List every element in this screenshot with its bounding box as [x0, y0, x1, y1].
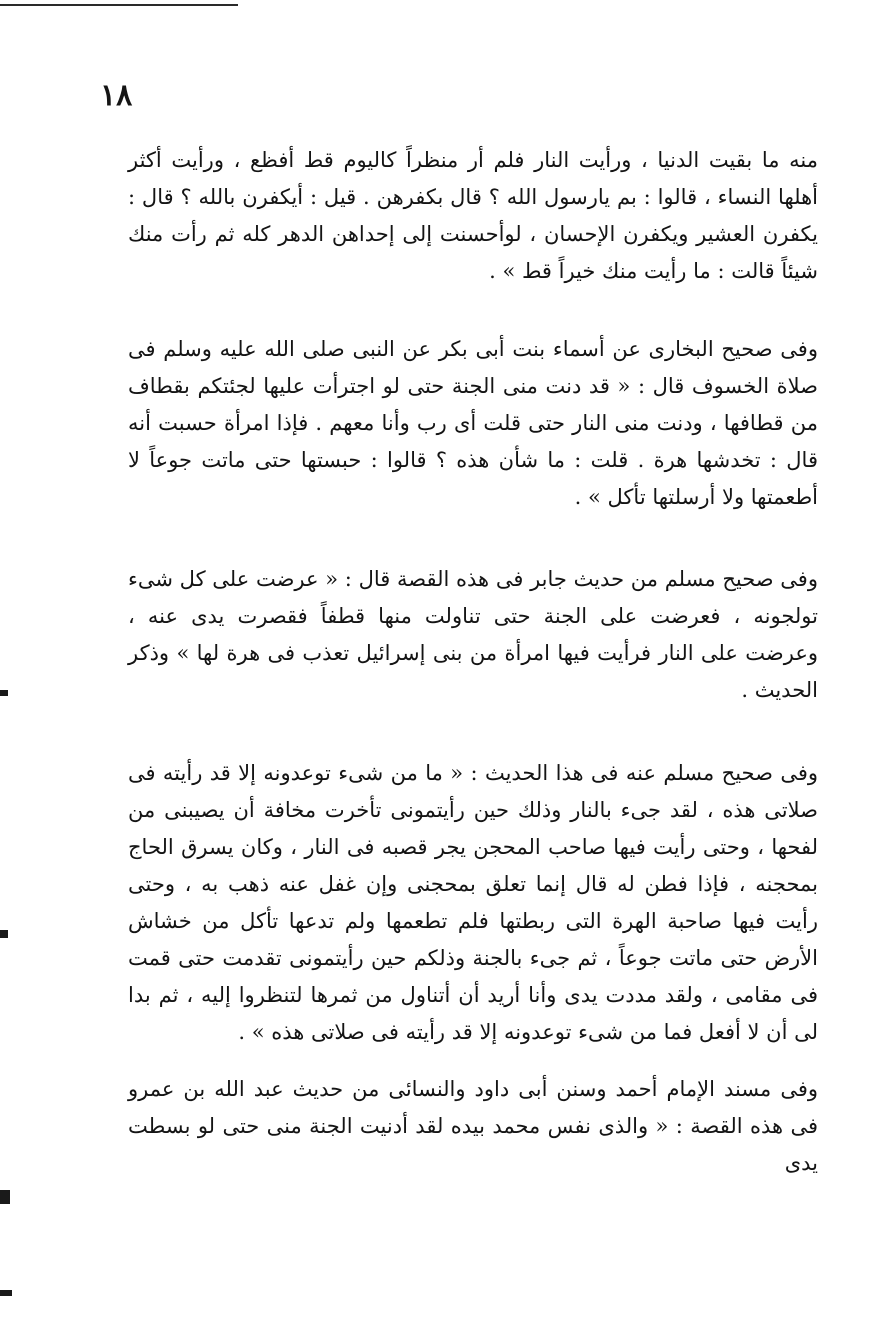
paragraph-4: وفى صحيح مسلم عنه فى هذا الحديث : « ما من شىء توعدونه إلا قد رأيته فى صلاتى هذه ، لقد جىء بالنار وذلك حين رأيتمونى تأخرت مخافة أن يصيبنى من لفحها ، وحتى رأيت فيها صاحب المحجن يجر قصبه فى النار ، وكان يسرق الحاج بمحجنه ، فإذا فطن له قال إنما تعلق بمحجنى وإن غفل عنه ذهب به ، وحتى رأيت فيها صاحبة الهرة التى ربطتها فلم تطعمها ولم تدعها تأكل من خشاش الأرض حتى ماتت جوعاً ، ثم جىء بالجنة وذلكم حين رأيتمونى تقدمت حتى قمت فى مقامى ، ولقد مددت يدى وأنا أريد أن أتناول من ثمرها لتنظروا إليه ، ثم بدا لى أن لا أفعل فما من شىء توعدونه إلا قد رأيته فى صلاتى هذه » .	[128, 761, 818, 1044]
scan-edge-mark	[0, 1290, 12, 1296]
scan-edge-mark	[0, 690, 8, 696]
top-rule	[0, 4, 238, 6]
paragraph-2: وفى صحيح البخارى عن أسماء بنت أبى بكر عن النبى صلى الله عليه وسلم فى صلاة الخسوف قال : « قد دنت منى الجنة حتى لو اجترأت عليها لجئتكم بقطاف من قطافها ، ودنت منى النار حتى قلت أى رب وأنا معهم . فإذا امرأة حسبت أنه قال : تخدشها هرة . قلت : ما شأن هذه ؟ قالوا : حبستها حتى ماتت جوعاً لا أطعمتها ولا أرسلتها تأكل » .	[128, 337, 818, 509]
paragraph-5: وفى مسند الإمام أحمد وسنن أبى داود والنسائى من حديث عبد الله بن عمرو فى هذه القصة : « والذى نفس محمد بيده لقد أدنيت الجنة منى حتى لو بسطت يدى	[128, 1077, 818, 1175]
paragraph-1: منه ما بقيت الدنيا ، ورأيت النار فلم أر منظراً كاليوم قط أفظع ، ورأيت أكثر أهلها النساء ، قالوا : بم يارسول الله ؟ قال بكفرهن . قيل : أيكفرن بالله ؟ قال : يكفرن العشير ويكفرن الإحسان ، لوأحسنت إلى إحداهن الدهر كله ثم رأت منك شيئاً قالت : ما رأيت منك خيراً قط » .	[128, 148, 818, 283]
page-body	[128, 142, 818, 1182]
scan-edge-mark	[0, 930, 8, 938]
paragraph-3: وفى صحيح مسلم من حديث جابر فى هذه القصة قال : « عرضت على كل شىء تولجونه ، فعرضت على الجنة حتى تناولت منها قطفاً فقصرت يدى عنه ، وعرضت على النار فرأيت فيها امرأة من بنى إسرائيل تعذب فى هرة لها » وذكر الحديث .	[128, 567, 818, 702]
scan-edge-mark	[0, 1190, 10, 1204]
page-number: ١٨	[100, 78, 133, 113]
